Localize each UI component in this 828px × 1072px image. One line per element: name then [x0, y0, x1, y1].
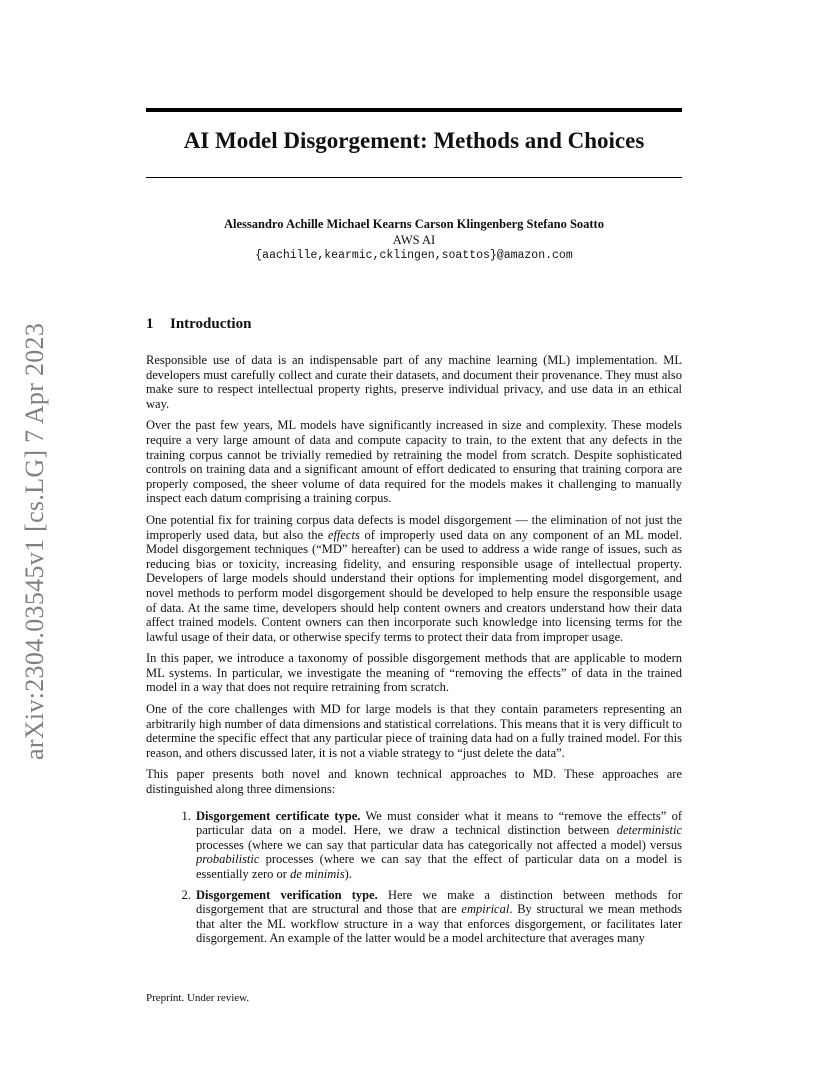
paragraph-text: of improperly used data on any component of an ML model. Model disgorgement techniques (“MD” hereafter) can be used to address a wide range of issues, such as reducing bias or toxicity, increasing fidelity, and ensuring responsible usage of intellectual property. Developers of large models should understand their options for implementing model disgorgement, and novel methods to perform model disgorgement should be developed to help ensure the responsible usage of data. At the same time, developers should help content owners and creators understand how their data affect trained models. Content owners can then incorporate such knowledge into licensing terms for the lawful usage of their data, or otherwise specify terms to protect their data from improper usage. [146, 527, 682, 644]
emphasis-text: deterministic [616, 823, 682, 838]
section-heading [146, 316, 682, 333]
paragraph: Over the past few years, ML models have significantly increased in size and complexity. These models require a very large amount of data and compute capacity to train, to the extent that any defects in the training corpus cannot be trivially remedied by retraining the model from scratch. Despite sophisticated controls on training data and a significant amount of effort dedicated to ensuring that training corpora are properly composed, the sheer volume of data required for the models makes it challenging to manually inspect each datum comprising a training corpus. [146, 418, 682, 506]
main-content [146, 316, 682, 952]
emphasis-text: effects [327, 527, 360, 542]
list-item-heading: Disgorgement certificate type. [196, 808, 361, 823]
emphasis-text: empirical [461, 902, 510, 917]
emphasis-text: de minimis [290, 867, 345, 881]
paragraph: Responsible use of data is an indispensable part of any machine learning (ML) implementation. ML developers must carefully collect and curate their datasets, and document their provenance. They must also make sure to respect intellectual property rights, preserve individual privacy, and use data in an ethical way. [146, 353, 682, 411]
dimensions-list [146, 809, 682, 946]
title-rule-bottom [146, 177, 682, 178]
author-affiliation: AWS AI [392, 233, 436, 247]
list-item-text: processes (where we can say that particular data has categorically not affected a model) versus [196, 837, 682, 852]
list-item-text: processes (where we can say that the effect of particular data on a model is essentially zero or [196, 852, 682, 881]
emphasis-text: probabilistic [196, 852, 260, 867]
list-item [194, 888, 682, 946]
list-item-text: ). [344, 867, 352, 881]
list-item [194, 809, 682, 882]
paragraph-text: One potential fix for training corpus data defects is model disgorgement — the elimination of not just the improperly used data, but also the [146, 512, 682, 542]
list-item-heading: Disgorgement verification type. [196, 887, 378, 902]
paragraph: In this paper, we introduce a taxonomy of possible disgorgement methods that are applicable to modern ML systems. In particular, we investigate the meaning of “removing the effects” of data in the trained model in a way that does not require retraining from scratch. [146, 651, 682, 695]
list-item-text: Here we make a distinction between methods for disgorgement that are structural and those that are [196, 887, 682, 917]
author-email: {aachille,kearmic,cklingen,soattos}@amazon.com [255, 249, 573, 262]
footer-note: Preprint. Under review. [146, 992, 250, 1004]
paragraph [146, 513, 682, 644]
arxiv-identifier: arXiv:2304.03545v1 [cs.LG] 7 Apr 2023 [20, 322, 49, 760]
paper-title: AI Model Disgorgement: Methods and Choices [183, 128, 645, 153]
paragraph: One of the core challenges with MD for large models is that they contain parameters representing an arbitrarily high number of data dimensions and statistical correlations. This means that it is very difficult to determine the specific effect that any particular piece of training data had on a fully trained model. For this reason, and others discussed later, it is not a viable strategy to “just delete the data”. [146, 702, 682, 760]
paragraph: This paper presents both novel and known technical approaches to MD. These approaches are distinguished along three dimensions: [146, 767, 682, 797]
title-rule-top [146, 108, 682, 112]
list-item-text: We must consider what it means to “remove the effects” of particular data on a model. Here, we draw a technical distinction between [196, 808, 682, 838]
section-number: 1 [146, 316, 154, 332]
author-names: Alessandro Achille Michael Kearns Carson Klingenberg Stefano Soatto [224, 217, 604, 231]
list-item-text: . By structural we mean methods that alter the ML workflow structure in a way that enforces disgorgement, or facilitates later disgorgement. An example of the latter would be a model architecture that averages many [196, 902, 682, 946]
author-block [146, 216, 682, 264]
section-title: Introduction [170, 316, 252, 332]
